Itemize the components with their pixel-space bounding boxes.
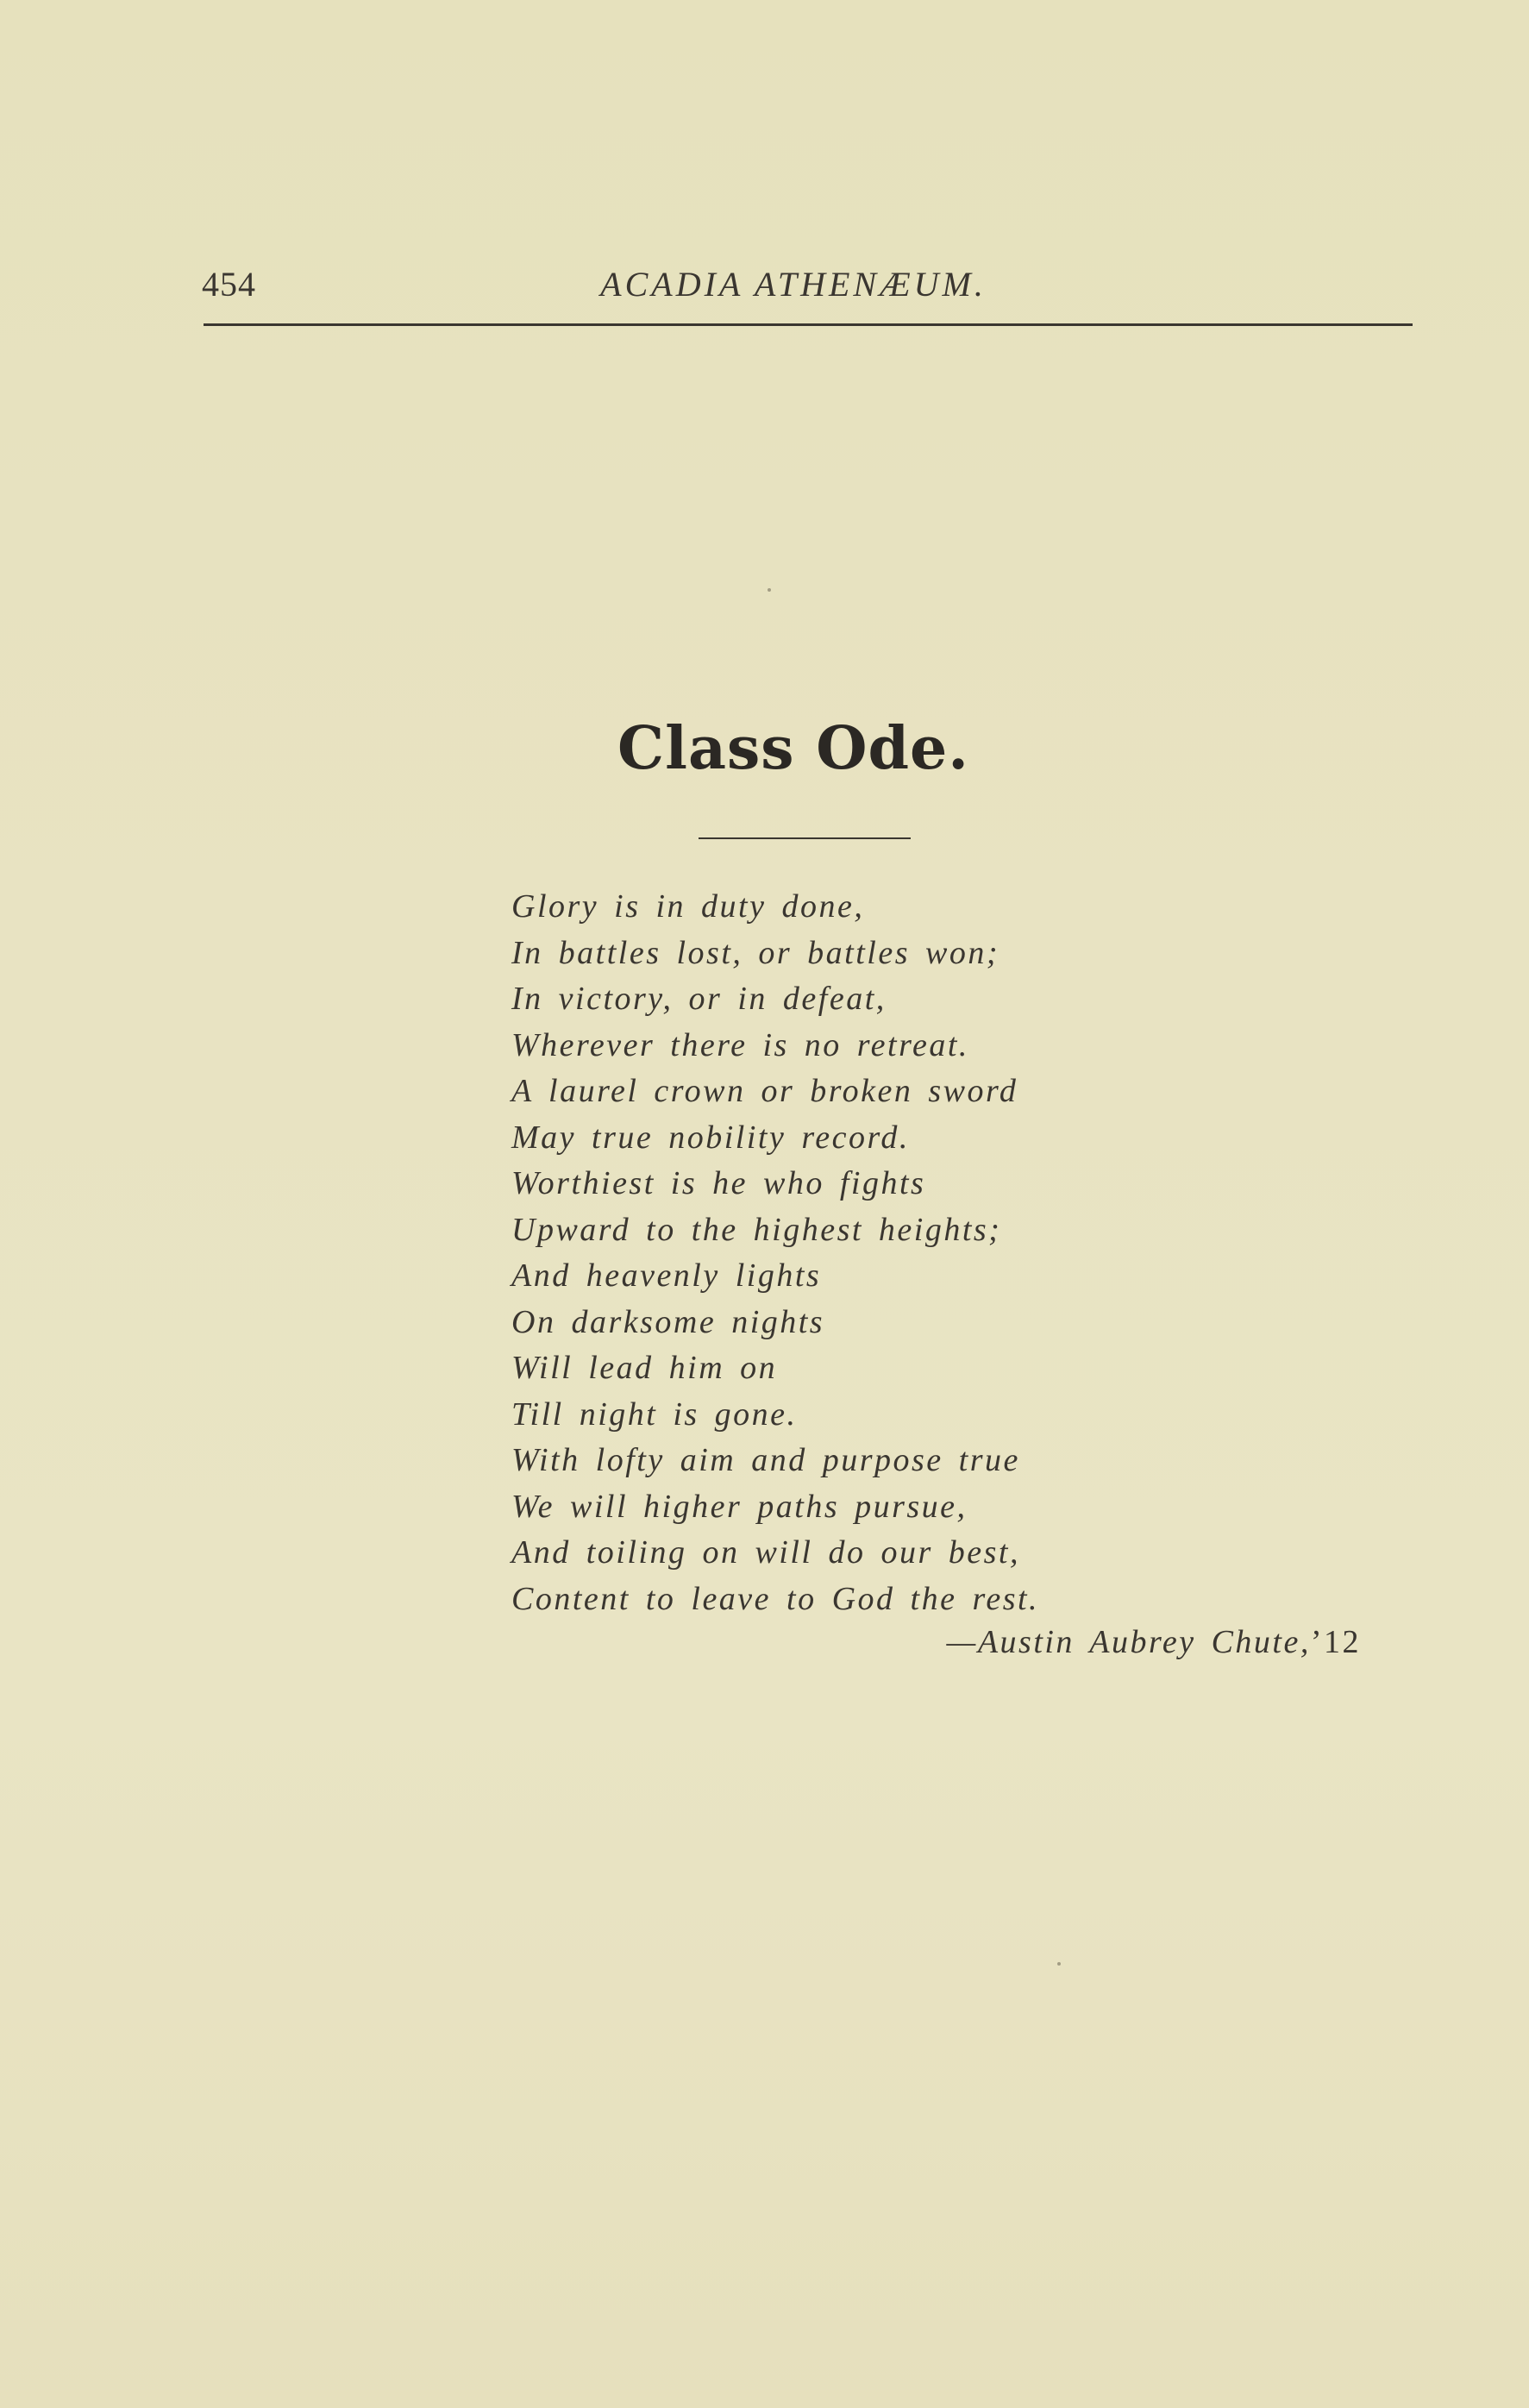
page-number: 454 [202, 265, 256, 304]
poem-line: And toiling on will do our best, [511, 1534, 1020, 1571]
author-name: —Austin Aubrey Chute, [946, 1624, 1311, 1660]
poem-title: Class Ode. [617, 714, 969, 783]
poem-line: Wherever there is no retreat. [511, 1026, 969, 1063]
poem-line: May true nobility record. [511, 1119, 910, 1156]
poem-line: In victory, or in defeat, [511, 981, 887, 1017]
poem-line: In battles lost, or battles won; [511, 934, 999, 971]
poem-line: We will higher paths pursue, [511, 1488, 968, 1525]
poem-line: Content to leave to God the rest. [511, 1580, 1040, 1617]
class-year: ’12 [1310, 1624, 1361, 1660]
poem-line: Glory is in duty done, [511, 888, 865, 925]
poem-line: On darksome nights [511, 1303, 825, 1340]
poem-line: And heavenly lights [511, 1257, 822, 1294]
running-head: ACADIA ATHENÆUM. [600, 265, 987, 304]
poem-line: Will lead him on [511, 1350, 778, 1386]
title-rule [699, 837, 911, 839]
poem-line: Till night is gone. [511, 1395, 798, 1433]
paper-speck [1057, 1962, 1061, 1966]
poem-line: A laurel crown or broken sword [511, 1073, 1018, 1109]
poem-body [511, 884, 1039, 1622]
poem-line: Worthiest is he who fights [511, 1165, 926, 1201]
poem-line: With lofty aim and purpose true [511, 1442, 1020, 1478]
attribution [947, 1623, 1361, 1661]
header-rule [204, 323, 1413, 326]
poem-line: Upward to the highest heights; [511, 1211, 1002, 1248]
paper-speck [768, 588, 771, 592]
